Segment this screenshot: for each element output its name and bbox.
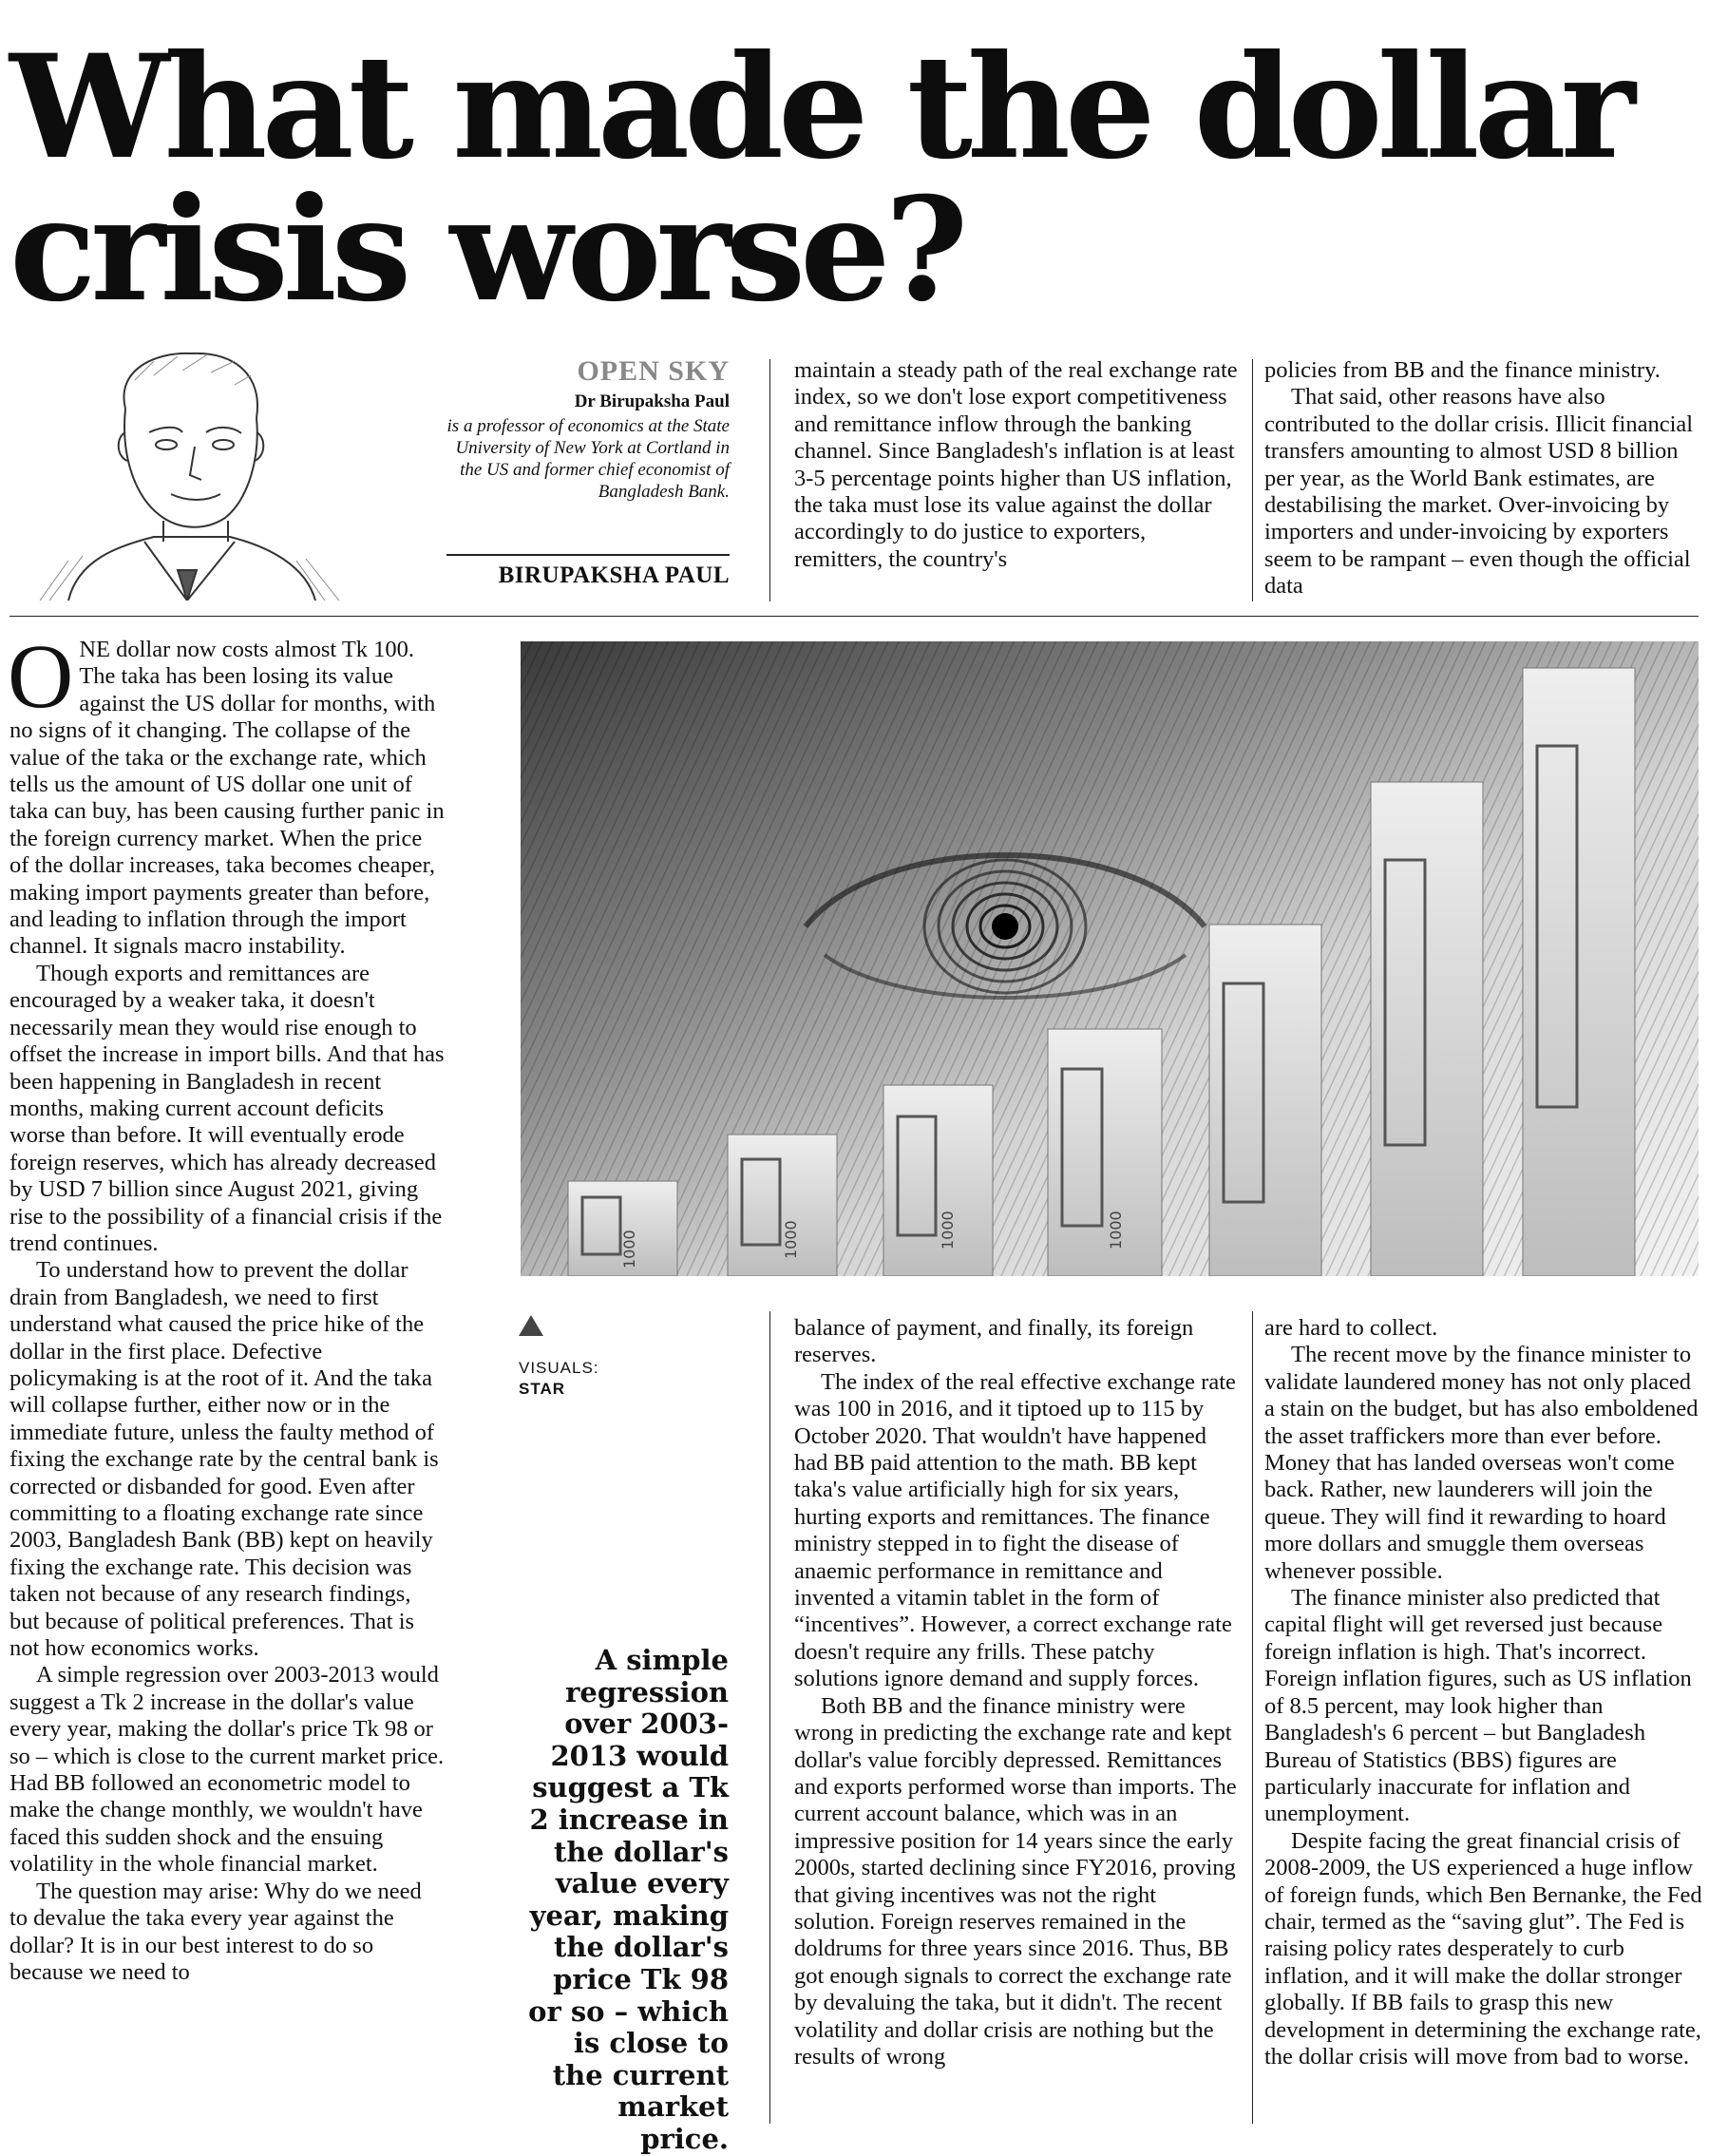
header-divider xyxy=(9,616,1699,617)
headline-line-2: crisis worse? xyxy=(9,166,963,334)
byline: BIRUPAKSHA PAUL xyxy=(498,563,730,588)
caption-triangle-icon xyxy=(519,1315,543,1336)
column-1 xyxy=(8,625,445,1986)
pupil xyxy=(992,913,1018,940)
author-portrait xyxy=(11,342,496,601)
paragraph: The question may arise: Why do we need to devalue the taka every year against the dollar? It is in our best interest to do so because we need to xyxy=(9,1878,422,1985)
paragraph: maintain a steady path of the real exchange rate index, so we don't lose export competitiveness and remittance inflow through the banking channel. Since Bangladesh's inflation is at least 3-5 percentage points higher than US inflation, the taka must lose its value against the dollar accordingly to do justice to exporters, remitters, the country's xyxy=(794,357,1238,572)
column-rule xyxy=(1252,359,1253,601)
paragraph: balance of payment, and finally, its foreign reserves. xyxy=(794,1315,1194,1368)
banknote-bar xyxy=(1371,782,1483,1276)
headline xyxy=(9,24,1700,334)
paragraph: The index of the real effective exchange rate was 100 in 2016, and it tiptoed up to 115 by October 2020. That wouldn't have happened had BB paid attention to the math. BB kept taka's value artificially high for six years, hurting exports and remittances. The finance ministry stepped in to fight the disease of anaemic performance in remittance and invented a vitamin tablet in the form of “incentives”. However, a correct exchange rate doesn't require any frills. These patchy solutions ignore demand and supply forces. xyxy=(794,1368,1236,1692)
banknote-bar xyxy=(1209,925,1321,1276)
paragraph: The recent move by the finance minister to validate laundered money has not only placed a stain on the budget, but has also emboldened the asset traffickers more than ever before. Money that has landed overseas won't come back. Rather, new launderers will join the queue. They will find it rewarding to hoard more dollars and smuggle them overseas whenever possible. xyxy=(1264,1342,1699,1584)
column-3-bottom xyxy=(1264,1315,1703,2070)
banknote-denomination: 1000 xyxy=(782,1220,800,1259)
main-visual xyxy=(521,641,1699,1276)
visual-credit-value: STAR xyxy=(519,1380,566,1398)
paragraph: That said, other reasons have also contributed to the dollar crisis. Illicit financial transfers amounting to almost USD 8 billion per year, as the World Bank estimates, are destabilising the market. Over-invoicing by importers and under-invoicing by exporters seem to be rampant – even though the official data xyxy=(1264,384,1694,600)
banknote-denomination: 1000 xyxy=(620,1230,638,1269)
paragraph: The finance minister also predicted that capital flight will get reversed just because foreign inflation is high. That's incorrect. Foreign inflation figures, such as US inflation of 8.5 percent, may look higher than Bangladesh's 6 percent – but Bangladesh Bureau of Statistics (BBS) figures are particularly inaccurate for inflation and unemployment. xyxy=(1264,1585,1692,1827)
byline-rule xyxy=(446,554,730,556)
banknote-bar xyxy=(1523,668,1635,1276)
paragraph: Both BB and the finance ministry were wrong in predicting the exchange rate and kept dollar's value forcibly depressed. Remittances and exports performed worse than imports. The current account balance, which was in an impressive position for 14 years since the early 2000s, started declining since FY2016, proving that giving incentives was not the right solution. Foreign reserves remained in the doldrums for three years since 2016. Thus, BB got enough signals to correct the exchange rate by devaluing the taka, but it didn't. The recent volatility and dollar crisis are nothing but the results of wrong xyxy=(794,1692,1237,2070)
column-2-top xyxy=(794,357,1239,573)
column-3-top xyxy=(1264,357,1703,601)
paragraph: Though exports and remittances are encouraged by a weaker taka, it doesn't necessarily mean they would rise enough to offset the increase in import bills. And that has been happening in Bangladesh in recent months, making current account deficits worse than before. It will eventually erode foreign reserves, which has already decreased by USD 7 billion since August 2021, giving rise to the possibility of a financial crisis if the trend continues. xyxy=(9,960,445,1256)
paragraph: are hard to collect. xyxy=(1264,1315,1438,1341)
paragraph: To understand how to prevent the dollar drain from Bangladesh, we need to first understand what caused the price hike of the dollar in the first place. Defective policymaking is at the root of it. And the taka will collapse further, either now or in the immediate future, unless the faulty method of fixing the exchange rate by the central bank is corrected or disbanded for good. Even after committing to a floating exchange rate since 2003, Bangladesh Bank (BB) kept on heavily fixing the exchange rate. This decision was taken not because of any research findings, but because of political preferences. That is not how economics works. xyxy=(9,1257,439,1662)
paragraph: policies from BB and the finance ministry. xyxy=(1264,357,1661,383)
banknote-denomination: 1000 xyxy=(939,1211,957,1250)
column-2-bottom xyxy=(794,1315,1239,2070)
visual-credit-label: VISUALS: xyxy=(519,1359,599,1377)
author-bio: is a professor of economics at the State University of New York at Cortland in the US and former chief economist of Bangladesh Bank. xyxy=(446,416,730,502)
column-rule xyxy=(769,359,770,601)
author-name: Dr Birupaksha Paul xyxy=(574,391,730,411)
column-rule xyxy=(1252,1311,1253,2124)
banknote-bar xyxy=(1048,1029,1162,1276)
headline-line-1: What made the dollar xyxy=(9,24,1630,191)
pull-quote: A simple regression over 2003-2013 would suggest a Tk 2 increase in the dollar's value every year, making the dollar's price Tk 98 or so – which is close to the current market price. xyxy=(528,1644,729,2155)
paragraph-text: NE dollar now costs almost Tk 100. The taka has been losing its value against the US dollar for months, with no signs of it changing. The collapse of the value of the taka or the exchange rate, which tells us the amount of US dollar one unit of taka can buy, has been causing further panic in the foreign currency market. When the price of the dollar increases, taka becomes cheaper, making import payments greater than before, and leading to inflation through the import channel. It signals macro instability. xyxy=(9,637,445,960)
column-rule xyxy=(769,1311,770,2124)
paragraph xyxy=(8,625,445,961)
drop-cap: O xyxy=(8,625,74,727)
banknote-denomination: 1000 xyxy=(1107,1211,1125,1250)
section-label: OPEN SKY xyxy=(577,355,730,387)
paragraph: Despite facing the great financial crisis of 2008-2009, the US experienced a huge inflow of foreign funds, which Ben Bernanke, the Fed chair, termed as the “saving glut”. The Fed is raising policy rates desperately to curb inflation, and it will make the dollar stronger globally. If BB fails to grasp this new development in determining the exchange rate, the dollar crisis will move from bad to worse. xyxy=(1264,1827,1702,2070)
paragraph: A simple regression over 2003-2013 would suggest a Tk 2 increase in the dollar's value every year, making the dollar's price Tk 98 or so – which is close to the current market price. Had BB followed an econometric model to make the change monthly, we wouldn't have faced this sudden shock and the ensuing volatility in the whole financial market. xyxy=(9,1662,445,1878)
